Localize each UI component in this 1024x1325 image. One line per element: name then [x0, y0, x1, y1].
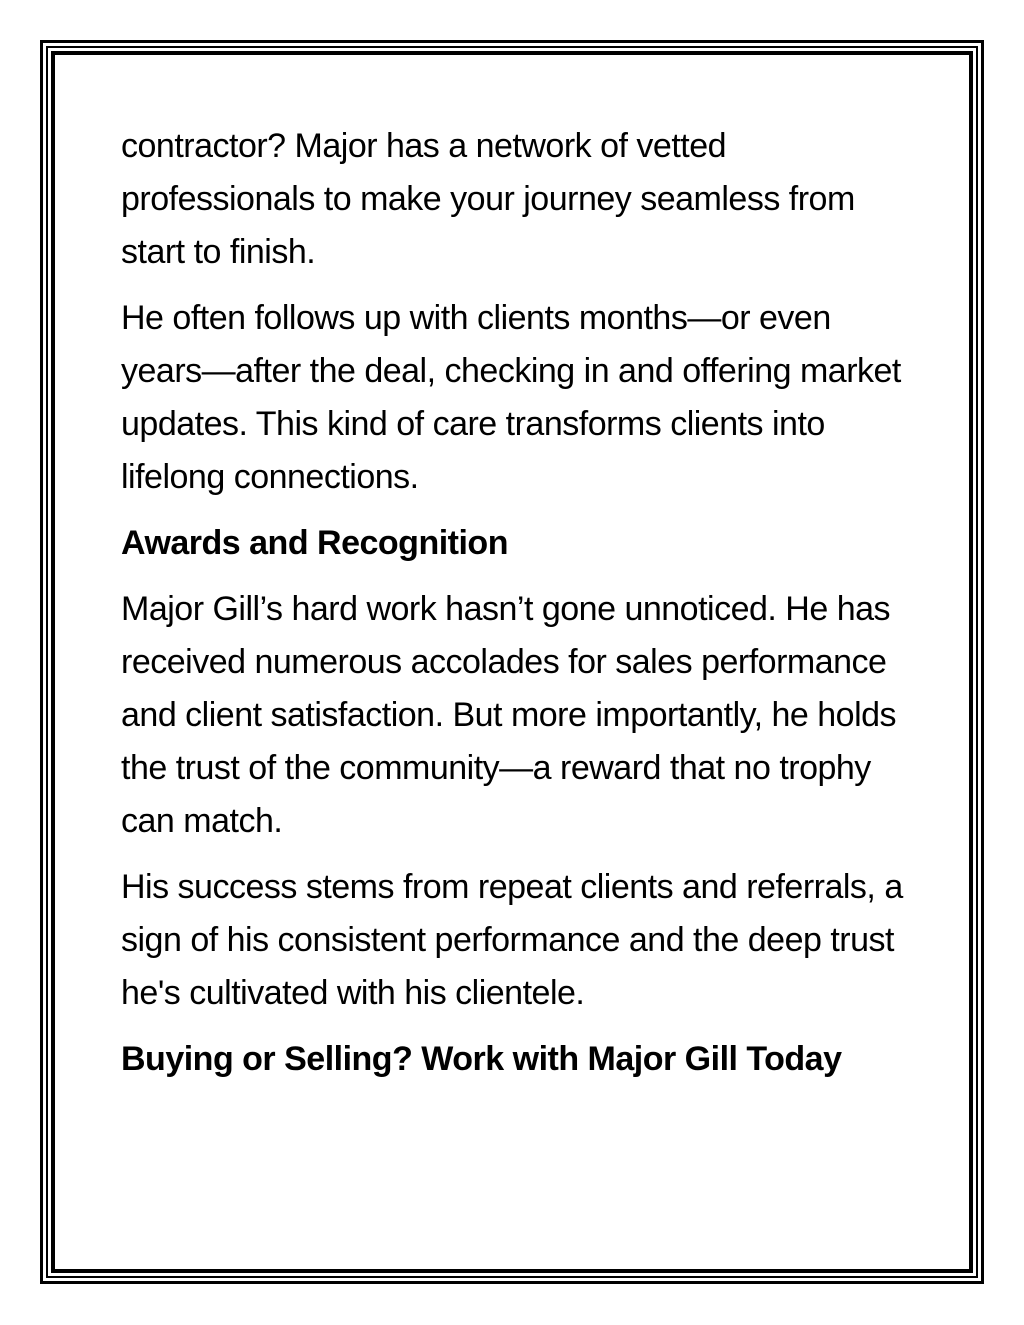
heading-call-to-action: Buying or Selling? Work with Major Gill Today: [121, 1040, 842, 1078]
document-body: [121, 120, 911, 1099]
paragraph-repeat-clients: His success stems from repeat clients and referrals, a sign of his consistent performance and the deep trust he's cultivated with his clientele.: [121, 868, 903, 1012]
paragraph-accolades: Major Gill’s hard work hasn’t gone unnoticed. He has received numerous accolades for sales performance and client satisfaction. But more importantly, he holds the trust of the community—a reward that no trophy can match.: [121, 590, 897, 840]
heading-awards-and-recognition: Awards and Recognition: [121, 524, 508, 562]
paragraph-client-follow-up: He often follows up with clients months—or even years—after the deal, checking in and offering market updates. This kind of care transforms clients into lifelong connections.: [121, 299, 901, 496]
paragraph-vetted-professionals: contractor? Major has a network of vetted professionals to make your journey seamless from start to finish.: [121, 127, 855, 271]
